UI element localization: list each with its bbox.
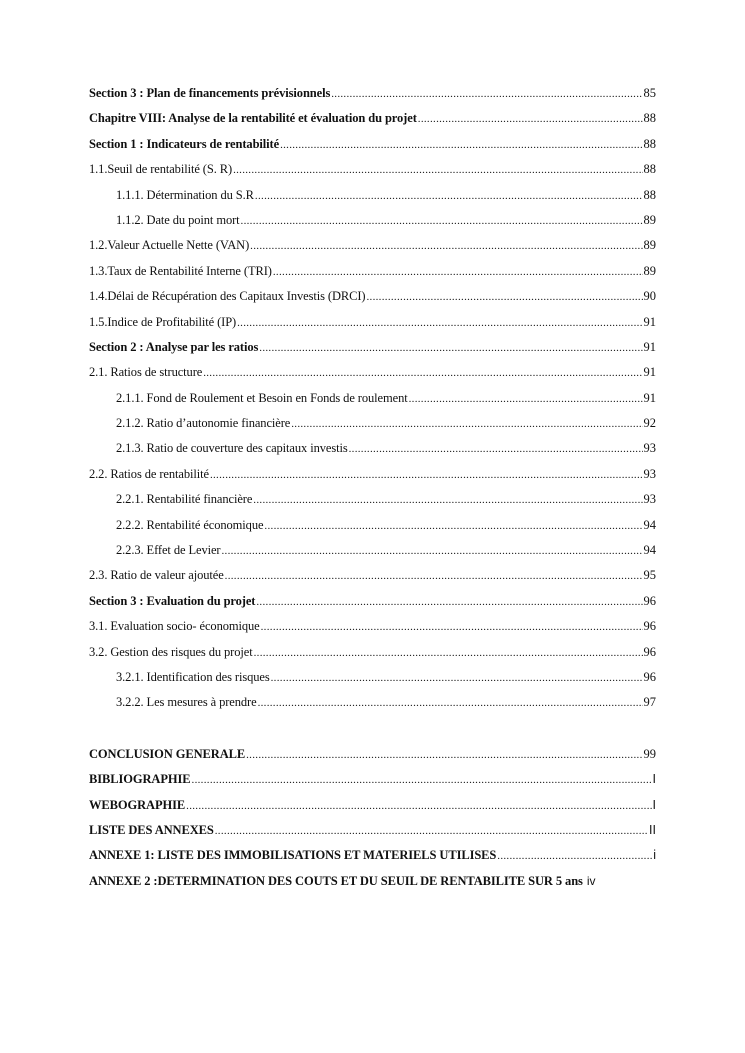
dot-leader bbox=[202, 367, 642, 379]
dot-leader bbox=[254, 190, 643, 202]
dot-leader bbox=[249, 240, 642, 252]
dot-leader bbox=[270, 672, 643, 684]
toc-entry[interactable] bbox=[89, 670, 656, 695]
toc-entry[interactable] bbox=[89, 365, 656, 390]
toc-entry-title: LISTE DES ANNEXES bbox=[89, 822, 214, 837]
toc-entry[interactable] bbox=[89, 874, 656, 899]
dot-leader bbox=[272, 266, 643, 278]
toc-entry[interactable] bbox=[89, 264, 656, 289]
dot-leader bbox=[348, 443, 643, 455]
toc-entry-page: iv bbox=[586, 873, 596, 888]
toc-entry[interactable] bbox=[89, 111, 656, 136]
dot-leader bbox=[224, 570, 643, 582]
dot-leader bbox=[330, 88, 642, 100]
toc-entry-page: 91 bbox=[643, 390, 656, 405]
toc-entry-page: 93 bbox=[643, 441, 656, 456]
toc-entry-title: 3.1. Evaluation socio- économique bbox=[89, 619, 260, 634]
toc-entry-page: 96 bbox=[643, 644, 656, 659]
dot-leader bbox=[252, 494, 642, 506]
dot-leader bbox=[260, 621, 643, 633]
dot-leader bbox=[263, 520, 642, 532]
toc-entry[interactable] bbox=[89, 798, 656, 823]
dot-leader bbox=[279, 139, 642, 151]
toc-entry-title: 1.3.Taux de Rentabilité Interne (TRI) bbox=[89, 263, 272, 278]
dot-leader bbox=[236, 317, 642, 329]
toc-entry-page: II bbox=[649, 822, 656, 837]
toc-entry[interactable] bbox=[89, 416, 656, 441]
toc-entry-page: 94 bbox=[643, 543, 656, 558]
toc-entry-page: 93 bbox=[643, 466, 656, 481]
toc-entry[interactable] bbox=[89, 441, 656, 466]
toc-entry-title: 1.2.Valeur Actuelle Nette (VAN) bbox=[89, 238, 250, 253]
toc-entry-title: 2.2. Ratios de rentabilité bbox=[89, 466, 209, 481]
toc-entry-title: ANNEXE 1: LISTE DES IMMOBILISATIONS ET MATERIELS UTILISES bbox=[89, 848, 497, 863]
dot-leader bbox=[258, 342, 642, 354]
dot-leader bbox=[408, 393, 643, 405]
toc-entry-title: CONCLUSION GENERALE bbox=[89, 746, 246, 761]
toc-entry[interactable] bbox=[89, 188, 656, 213]
toc-entry-title: 2.1.1. Fond de Roulement et Besoin en Fonds de roulement bbox=[116, 390, 408, 405]
dot-leader bbox=[255, 596, 642, 608]
toc-entry-page: 94 bbox=[643, 517, 656, 532]
toc-entry[interactable] bbox=[89, 772, 656, 797]
toc-entry-title: Chapitre VIII: Analyse de la rentabilité et évaluation du projet bbox=[89, 111, 417, 126]
dot-leader bbox=[257, 697, 643, 709]
table-of-contents bbox=[89, 86, 656, 899]
toc-entry-page: 91 bbox=[643, 339, 656, 354]
toc-entry[interactable] bbox=[89, 645, 656, 670]
toc-entry-page: 96 bbox=[643, 669, 656, 684]
toc-entry-page: 92 bbox=[643, 416, 656, 431]
toc-entry-page: 91 bbox=[643, 365, 656, 380]
toc-entry-page: 90 bbox=[643, 289, 656, 304]
toc-entry-title: 3.2.1. Identification des risques bbox=[116, 669, 270, 684]
dot-leader bbox=[365, 291, 642, 303]
toc-entry-page: 95 bbox=[643, 568, 656, 583]
toc-entry-title: Section 3 : Plan de financements prévisionnels bbox=[89, 86, 331, 100]
toc-entry-title: 1.5.Indice de Profitabilité (IP) bbox=[89, 314, 237, 329]
dot-leader bbox=[417, 113, 643, 125]
toc-entry[interactable] bbox=[89, 315, 656, 340]
toc-entry[interactable] bbox=[89, 162, 656, 187]
toc-entry[interactable] bbox=[89, 518, 656, 543]
toc-entry-title: 1.1.2. Date du point mort bbox=[116, 212, 240, 227]
toc-entry-title: Section 1 : Indicateurs de rentabilité bbox=[89, 136, 280, 151]
toc-entry-page: 97 bbox=[643, 695, 656, 710]
toc-entry-title: 2.1.2. Ratio d’autonomie financière bbox=[116, 416, 291, 431]
toc-entry[interactable] bbox=[89, 391, 656, 416]
toc-entry[interactable] bbox=[89, 594, 656, 619]
toc-entry-title: 2.2.1. Rentabilité financière bbox=[116, 492, 253, 507]
toc-entry[interactable] bbox=[89, 747, 656, 772]
toc-entry-page: 99 bbox=[643, 746, 656, 761]
toc-entry[interactable] bbox=[89, 543, 656, 568]
toc-entry[interactable] bbox=[89, 492, 656, 517]
toc-entry[interactable] bbox=[89, 238, 656, 263]
toc-entry-page: I bbox=[652, 797, 656, 812]
toc-entry-page: 85 bbox=[643, 86, 656, 100]
toc-entry-page: 88 bbox=[643, 111, 656, 126]
toc-entry[interactable] bbox=[89, 695, 656, 720]
toc-entry-page: 89 bbox=[643, 238, 656, 253]
dot-leader bbox=[253, 647, 643, 659]
toc-entry[interactable] bbox=[89, 467, 656, 492]
toc-entry-page: 88 bbox=[643, 187, 656, 202]
toc-entry-title: Section 2 : Analyse par les ratios bbox=[89, 339, 259, 354]
toc-entry[interactable] bbox=[89, 568, 656, 593]
toc-entry-title: 1.1.Seuil de rentabilité (S. R) bbox=[89, 162, 233, 177]
toc-entry-page: I bbox=[652, 772, 656, 787]
toc-entry[interactable] bbox=[89, 619, 656, 644]
toc-entry-page: i bbox=[653, 848, 656, 863]
dot-leader bbox=[232, 164, 642, 176]
toc-entry[interactable] bbox=[89, 137, 656, 162]
toc-entry-title: BIBLIOGRAPHIE bbox=[89, 772, 191, 787]
dot-leader bbox=[214, 825, 648, 837]
toc-entry-title: ANNEXE 2 :DETERMINATION DES COUTS ET DU SEUIL DE RENTABILITE SUR 5 ans bbox=[89, 873, 583, 888]
toc-entry-title: 3.2.2. Les mesures à prendre bbox=[116, 695, 257, 710]
toc-entry[interactable] bbox=[89, 86, 656, 111]
toc-entry-title: 2.3. Ratio de valeur ajoutée bbox=[89, 568, 224, 583]
toc-entry-title: 2.1. Ratios de structure bbox=[89, 365, 203, 380]
dot-leader bbox=[496, 850, 652, 862]
toc-entry-page: 96 bbox=[643, 619, 656, 634]
dot-leader bbox=[290, 418, 642, 430]
toc-entry-page: 88 bbox=[643, 162, 656, 177]
toc-entry-page: 91 bbox=[643, 314, 656, 329]
toc-entry-title: WEBOGRAPHIE bbox=[89, 797, 186, 812]
dot-leader bbox=[220, 545, 642, 557]
dot-leader bbox=[185, 800, 651, 812]
toc-entry-title: 1.1.1. Détermination du S.R bbox=[116, 187, 254, 202]
toc-entry[interactable] bbox=[89, 848, 656, 873]
dot-leader bbox=[240, 215, 643, 227]
toc-entry-title: 1.4.Délai de Récupération des Capitaux Investis (DRCI) bbox=[89, 289, 366, 304]
toc-entry-page: 89 bbox=[643, 263, 656, 278]
dot-leader bbox=[191, 774, 652, 786]
dot-leader bbox=[245, 749, 642, 761]
toc-entry-page: 93 bbox=[643, 492, 656, 507]
toc-entry-title: 2.1.3. Ratio de couverture des capitaux investis bbox=[116, 441, 348, 456]
toc-entry-page: 88 bbox=[643, 136, 656, 151]
toc-entry-page: 89 bbox=[643, 212, 656, 227]
toc-entry-title: 2.2.2. Rentabilité économique bbox=[116, 517, 264, 532]
dot-leader bbox=[209, 469, 643, 481]
toc-entry-title: Section 3 : Evaluation du projet bbox=[89, 593, 256, 608]
toc-entry[interactable] bbox=[89, 340, 656, 365]
toc-entry[interactable] bbox=[89, 289, 656, 314]
toc-entry-title: 3.2. Gestion des risques du projet bbox=[89, 644, 253, 659]
toc-entry[interactable] bbox=[89, 213, 656, 238]
toc-entry-page: 96 bbox=[643, 593, 656, 608]
toc-entry[interactable] bbox=[89, 823, 656, 848]
toc-entry-title: 2.2.3. Effet de Levier bbox=[116, 543, 221, 558]
